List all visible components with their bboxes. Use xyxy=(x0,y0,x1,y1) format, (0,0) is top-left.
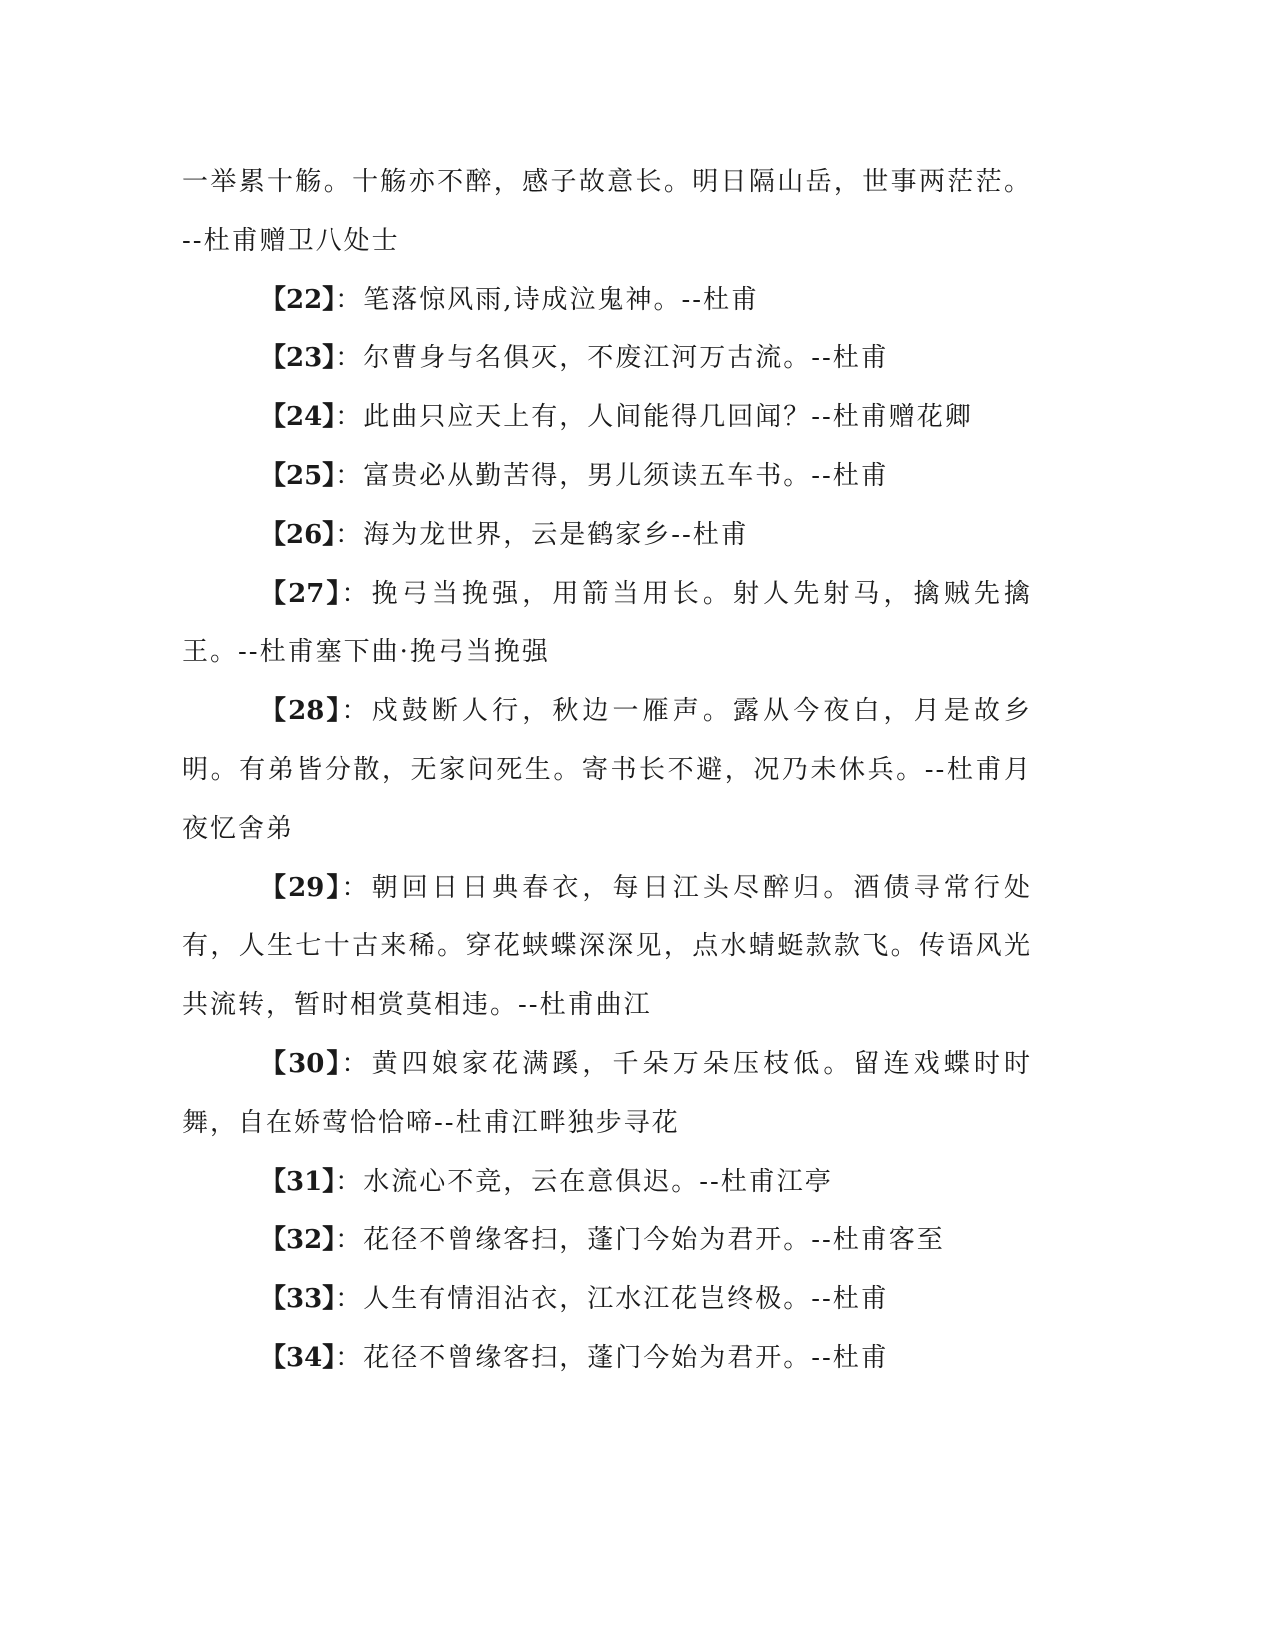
quote-paragraph-continued xyxy=(182,153,1032,271)
quote-paragraph-34 xyxy=(182,1329,1032,1388)
quote-text: ：花径不曾缘客扫，蓬门今始为君开。--杜甫 xyxy=(335,1342,889,1373)
quote-number: 【27】 xyxy=(260,578,342,609)
quote-text: ：尔曹身与名俱灭，不废江河万古流。--杜甫 xyxy=(335,343,889,374)
quote-number: 【34】 xyxy=(260,1342,336,1373)
quote-number: 【30】 xyxy=(260,1048,342,1079)
quote-number: 【22】 xyxy=(260,284,336,315)
quote-number: 【28】 xyxy=(260,696,342,727)
quote-text: ：朝回日日典春衣，每日江头尽醉归。酒债寻常行处有，人生七十古来稀。穿花蛱蝶深深见，点水蜻蜓款款飞。传语风光共流转，暂时相赏莫相违。--杜甫曲江 xyxy=(182,872,1032,1021)
quote-number: 【33】 xyxy=(260,1284,336,1315)
quote-text: ：挽弓当挽强，用箭当用长。射人先射马，擒贼先擒王。--杜甫塞下曲·挽弓当挽强 xyxy=(182,578,1032,668)
quote-text: ：水流心不竞，云在意俱迟。--杜甫江亭 xyxy=(335,1166,833,1197)
quote-text: 一举累十觞。十觞亦不醉，感子故意长。明日隔山岳，世事两茫茫。--杜甫赠卫八处士 xyxy=(182,167,1032,256)
quote-text: ：黄四娘家花满蹊，千朵万朵压枝低。留连戏蝶时时舞，自在娇莺恰恰啼--杜甫江畔独步寻花 xyxy=(182,1048,1032,1138)
quote-number: 【23】 xyxy=(260,343,336,374)
quote-paragraph-22 xyxy=(182,271,1032,330)
quote-paragraph-27 xyxy=(182,565,1032,683)
quote-text: ：花径不曾缘客扫，蓬门今始为君开。--杜甫客至 xyxy=(335,1225,945,1256)
quote-number: 【24】 xyxy=(260,402,336,433)
quote-paragraph-33 xyxy=(182,1270,1032,1329)
quote-text: ：笔落惊风雨,诗成泣鬼神。--杜甫 xyxy=(335,284,760,315)
quote-number: 【25】 xyxy=(260,460,336,491)
quote-number: 【29】 xyxy=(260,872,342,903)
quote-text: ：此曲只应天上有，人间能得几回闻？--杜甫赠花卿 xyxy=(335,402,973,433)
quote-paragraph-23 xyxy=(182,329,1032,388)
quote-text: ：戍鼓断人行，秋边一雁声。露从今夜白，月是故乡明。有弟皆分散，无家问死生。寄书长不避，况乃未休兵。--杜甫月夜忆舍弟 xyxy=(182,696,1032,844)
quote-paragraph-30 xyxy=(182,1035,1032,1153)
quote-text: ：富贵必从勤苦得，男儿须读五车书。--杜甫 xyxy=(335,460,889,491)
quote-paragraph-32 xyxy=(182,1211,1032,1270)
quote-paragraph-25 xyxy=(182,447,1032,506)
quote-text: ：海为龙世界，云是鹤家乡--杜甫 xyxy=(335,519,749,550)
quote-paragraph-31 xyxy=(182,1153,1032,1212)
document-page xyxy=(182,153,1032,1388)
quote-number: 【32】 xyxy=(260,1225,336,1256)
quote-number: 【31】 xyxy=(260,1166,336,1197)
quote-paragraph-26 xyxy=(182,506,1032,565)
quote-text: ：人生有情泪沾衣，江水江花岂终极。--杜甫 xyxy=(335,1284,889,1315)
quote-paragraph-28 xyxy=(182,682,1032,858)
quote-paragraph-24 xyxy=(182,388,1032,447)
quote-paragraph-29 xyxy=(182,859,1032,1035)
quote-number: 【26】 xyxy=(260,519,336,550)
